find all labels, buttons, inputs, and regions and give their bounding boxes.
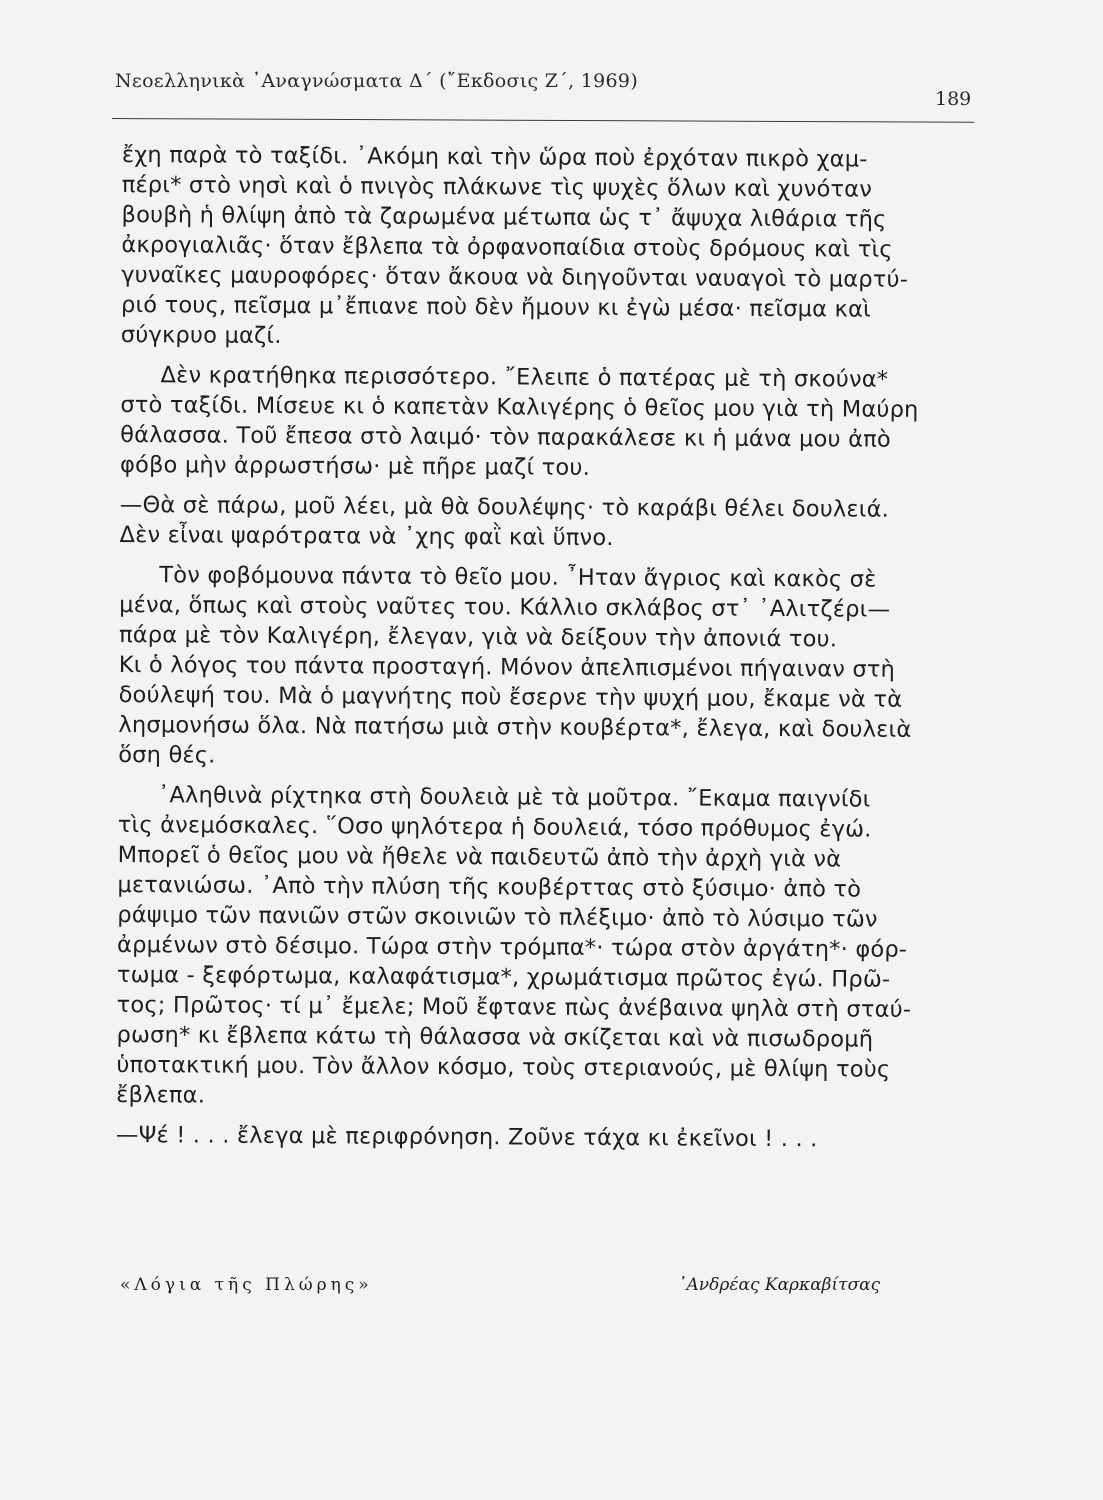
text-line: Κι ὁ λόγος του πάντα προσταγή. Μόνον ἀπελπισμένοι πήγαιναν στὴ: [118, 651, 896, 683]
text-line: δούλεψή του. Μὰ ὁ μαγνήτης ποὺ ἔσερνε τὴν ψυχή μου, ἔκαμε νὰ τὰ: [118, 681, 903, 713]
text-line: Δὲν εἶναι ψαρότρατα νὰ ᾽χης φαῒ καὶ ὕπνο.: [119, 521, 614, 552]
text-line: μένα, ὅπως καὶ στοὺς ναῦτες του. Κάλλιο σκλάβος στ᾽ ᾽Αλιτζέρι—: [119, 591, 891, 623]
text-line: ᾽Αληθινὰ ρίχτηκα στὴ δουλειὰ μὲ τὰ μοῦτρα. ῎Εκαμα παιγνίδι: [157, 782, 871, 813]
running-head-title: Νεοελληνικὰ ᾽Αναγνώσματα Δ΄ (῎Εκδοσις Ζ΄, 1969): [115, 70, 639, 92]
text-line: μετανιώσω. ᾽Απὸ τὴν πλύση τῆς κουβέρττας στὸ ξύσιμο· ἀπὸ τὸ: [117, 871, 862, 903]
text-line: στὸ ταξίδι. Μίσευε κι ὁ καπετὰν Καλιγέρης ὁ θεῖος μου γιὰ τὴ Μαύρη: [120, 391, 919, 423]
text-line: τωμα - ξεφόρτωμα, καλαφάτισμα*, χρωμάτισμα πρῶτος ἐγώ. Πρῶ-: [116, 961, 891, 993]
text-line: φόβο μὴν ἀρρωστήσω· μὲ πῆρε μαζί του.: [119, 451, 591, 481]
text-line: γυναῖκες μαυροφόρες· ὅταν ἄκουα νὰ διηγοῦνται ναυαγοὶ τὸ μαρτύ-: [121, 261, 909, 293]
text-line: πέρι* στὸ νησὶ καὶ ὁ πνιγὸς πλάκωνε τὶς ψυχὲς ὅλων καὶ χυνόταν: [121, 171, 873, 203]
text-line: πάρα μὲ τὸν Καλιγέρη, ἔλεγαν, γιὰ νὰ δείξουν τὴν ἀπονιά του.: [118, 621, 838, 653]
text-line: τὶς ἀνεμόσκαλες. ῞Οσο ψηλότερα ἡ δουλειά, τόσο πρόθυμος ἐγώ.: [117, 811, 872, 843]
text-line: ἔβλεπα.: [116, 1081, 206, 1109]
story-text: [115, 142, 962, 1153]
text-line: βουβὴ ἡ θλίψη ἀπὸ τὰ ζαρωμένα μέτωπα ὡς τ᾽ ἄψυχα λιθάρια τῆς: [121, 201, 887, 233]
text-line: ριό τους, πεῖσμα μ᾽ἔπιανε ποὺ δὲν ἤμουν κι ἐγὼ μέσα· πεῖσμα καὶ: [120, 291, 871, 323]
text-line: θάλασσα. Τοῦ ἔπεσα στὸ λαιμό· τὸν παρακάλεσε κι ἡ μάνα μου ἀπὸ: [120, 421, 891, 453]
text-line: τος; Πρῶτος· τί μ᾽ ἔμελε; Μοῦ ἔφτανε πὼς ἀνέβαινα ψηλὰ στὴ σταύ-: [116, 991, 912, 1023]
page-number: 189: [935, 88, 972, 110]
text-line: ἀρμένων στὸ δέσιμο. Τώρα στὴν τρόμπα*· τώρα στὸν ἀργάτη*· φόρ-: [117, 931, 908, 963]
text-line: ὑποτακτική μου. Τὸν ἄλλον κόσμο, τοὺς στεριανούς, μὲ θλίψη τοὺς: [116, 1051, 891, 1083]
text-line: Δὲν κρατήθηκα περισσότερο. ῎Ελειπε ὁ πατέρας μὲ τὴ σκούνα*: [160, 362, 889, 393]
author-name: ᾽Ανδρέας Καρκαβίτσας: [678, 1275, 881, 1295]
attribution: [120, 1275, 960, 1305]
text-line: Τὸν φοβόμουνα πάντα τὸ θεῖο μου. ῏Ηταν ἄγριος καὶ κακὸς σὲ: [159, 562, 877, 593]
text-line: Μπορεῖ ὁ θεῖος μου νὰ ἤθελε νὰ παιδευτῶ ἀπὸ τὴν ἀρχὴ γιὰ νὰ: [117, 841, 842, 873]
text-line: ἀκρογιαλιᾶς· ὅταν ἔβλεπα τὰ ὀρφανοπαίδια στοὺς δρόμους καὶ τὶς: [121, 231, 893, 263]
text-line: ρωση* κι ἔβλεπα κάτω τὴ θάλασσα νὰ σκίζεται καὶ νὰ πισωδρομῆ: [116, 1021, 874, 1053]
header-rule: [112, 118, 974, 123]
text-line: ἔχη παρὰ τὸ ταξίδι. ᾽Ακόμη καὶ τὴν ὥρα ποὺ ἐρχόταν πικρὸ χαμ-: [121, 142, 868, 173]
text-line: σύγκρυο μαζί.: [120, 321, 282, 349]
text-line: —Ψέ ! . . . ἔλεγα μὲ περιφρόνηση. Ζοῦνε τάχα κι ἐκεῖνοι ! . . .: [115, 1121, 818, 1153]
text-line: —Θὰ σὲ πάρω, μοῦ λέει, μὰ θὰ δουλέψης· τὸ καράβι θέλει δουλειά.: [119, 491, 890, 523]
text-line: ράψιμο τῶν πανιῶν στῶν σκοινιῶν τὸ πλέξιμο· ἀπὸ τὸ λύσιμο τῶν: [117, 901, 878, 933]
source-title: «Λόγια τῆς Πλώρης»: [120, 1275, 373, 1295]
text-line: ὅση θές.: [118, 741, 216, 769]
text-line: λησμονήσω ὅλα. Νὰ πατήσω μιὰ στὴν κουβέρτα*, ἔλεγα, καὶ δουλειὰ: [118, 711, 912, 743]
